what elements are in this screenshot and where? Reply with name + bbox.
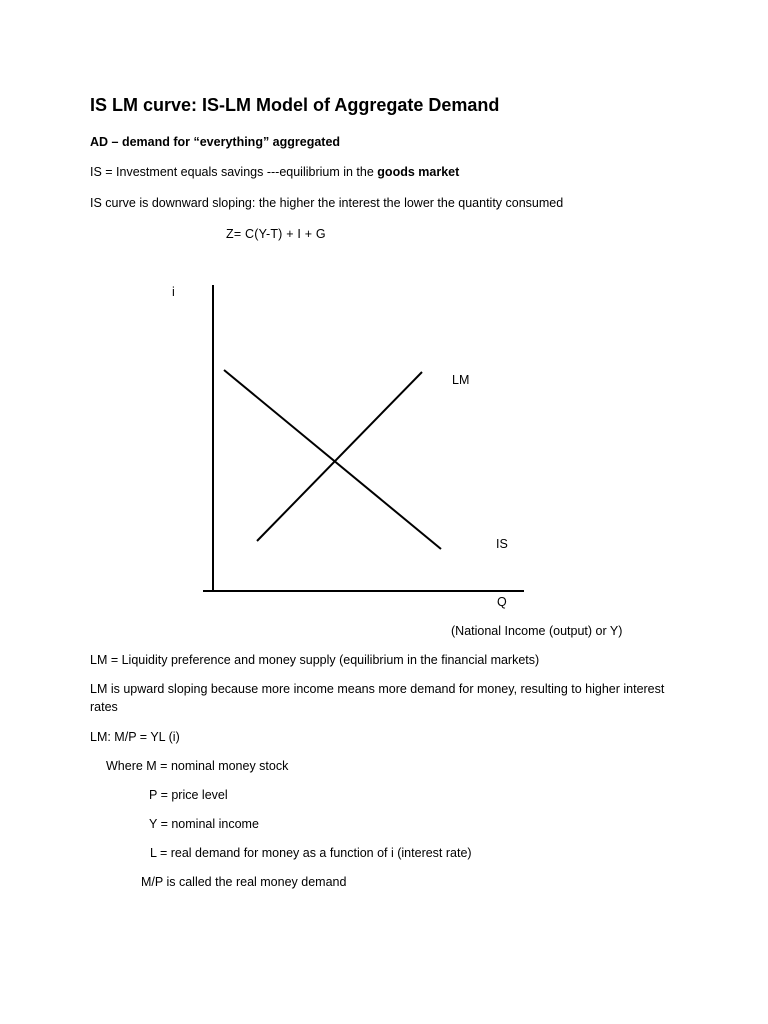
lm-formula: LM: M/P = YL (i) xyxy=(90,730,180,744)
m-definition: Where M = nominal money stock xyxy=(106,759,289,773)
page-title: IS LM curve: IS-LM Model of Aggregate Demand xyxy=(90,95,500,115)
l-definition: L = real demand for money as a function of i (interest rate) xyxy=(150,846,472,860)
ad-definition: AD – demand for “everything” aggregated xyxy=(90,135,341,149)
lm-curve xyxy=(257,372,422,541)
is-definition-text: IS = Investment equals savings ---equilibrium in the xyxy=(90,165,378,179)
lm-slope-text-line1: LM is upward sloping because more income means more demand for money, resulting to higher interest xyxy=(90,682,665,696)
goods-market-emphasis: goods market xyxy=(377,165,460,179)
x-axis-caption: (National Income (output) or Y) xyxy=(451,624,623,638)
lm-definition: LM = Liquidity preference and money supply (equilibrium in the financial markets) xyxy=(90,653,540,667)
lm-curve-label: LM xyxy=(452,373,470,387)
p-definition: P = price level xyxy=(149,788,228,802)
z-formula: Z= C(Y-T) + I + G xyxy=(226,227,326,241)
is-curve-label: IS xyxy=(496,537,508,551)
y-axis-label: i xyxy=(172,285,175,299)
is-curve xyxy=(224,370,441,549)
y-definition: Y = nominal income xyxy=(149,817,259,831)
is-slope-text: IS curve is downward sloping: the higher the interest the lower the quantity consumed xyxy=(90,196,564,210)
mp-definition: M/P is called the real money demand xyxy=(141,875,347,889)
lm-slope-text-line2: rates xyxy=(90,700,118,714)
x-axis-label: Q xyxy=(497,595,507,609)
